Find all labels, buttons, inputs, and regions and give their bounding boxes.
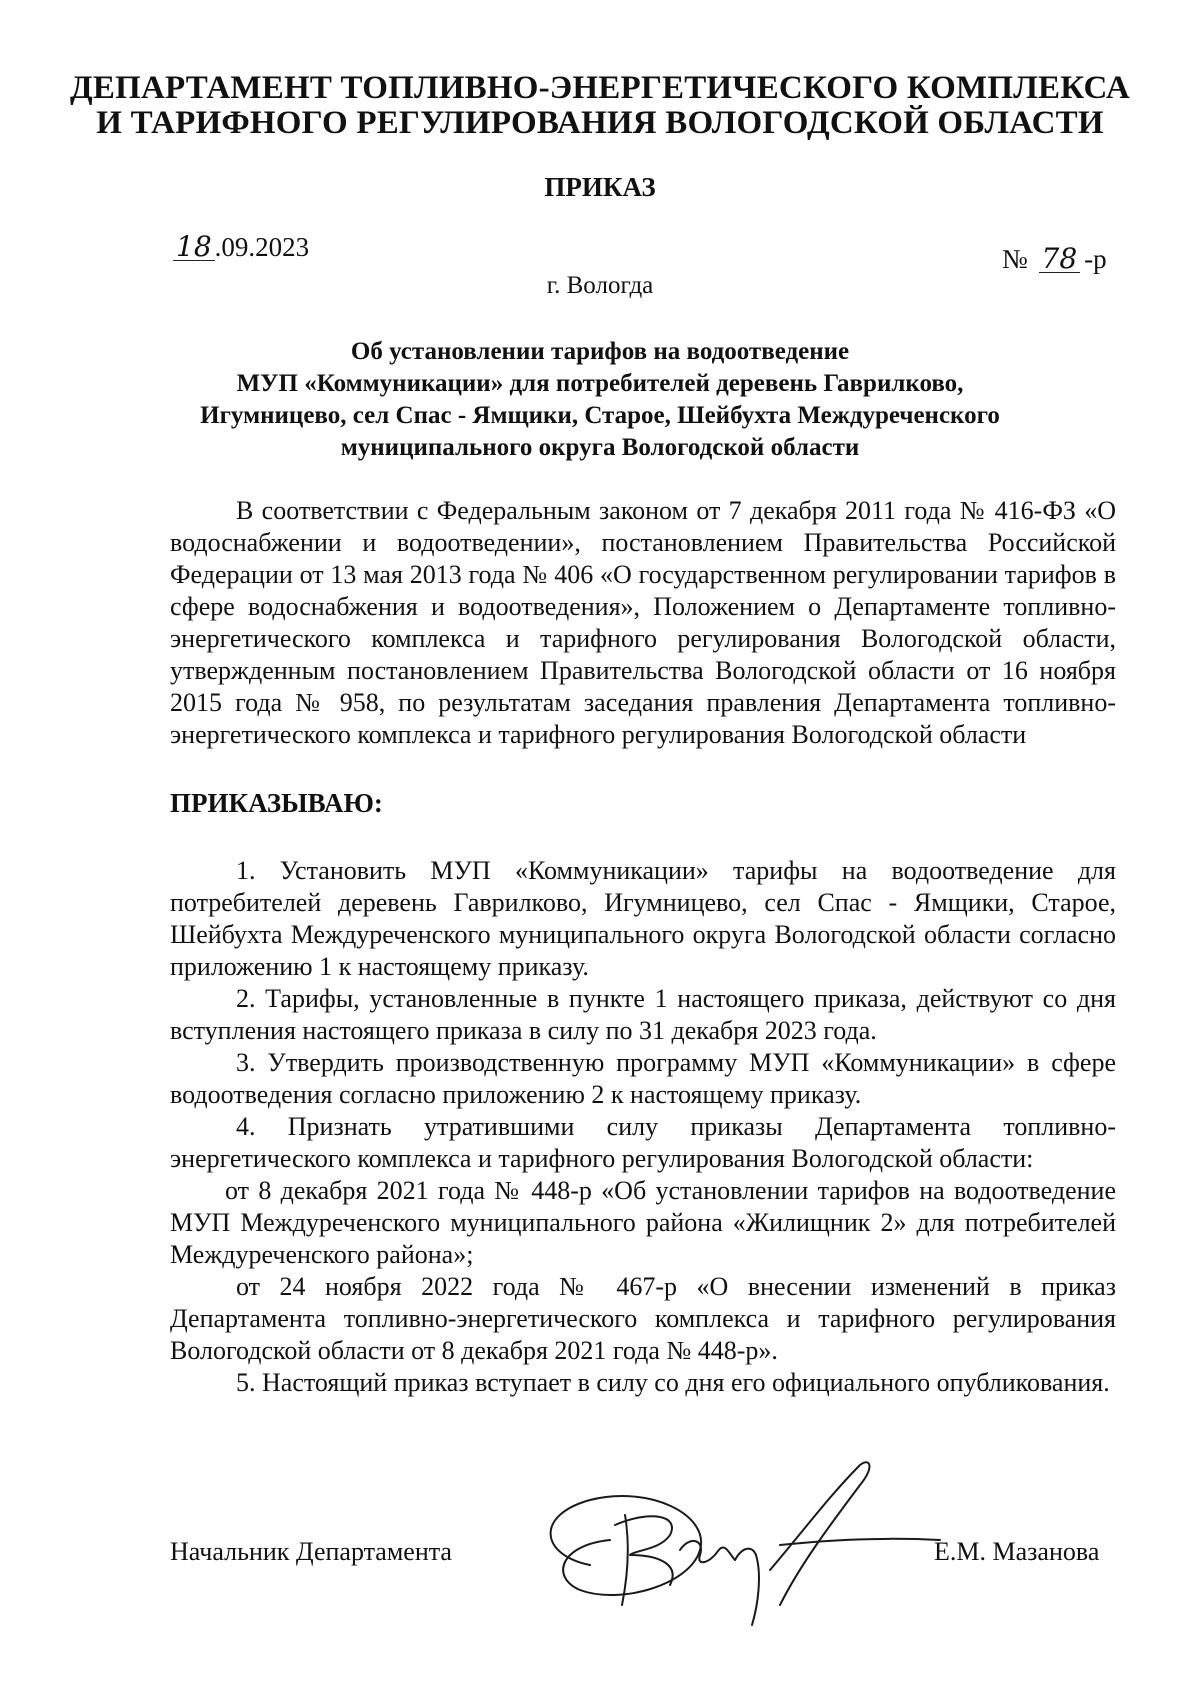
order-items [170, 855, 1116, 1399]
order-item-4: 4. Признать утратившими силу приказы Департамента топливно-энергетического комплекса и тарифного регулирования Вологодской области: [170, 1112, 1116, 1173]
orders-word: ПРИКАЗЫВАЮ: [170, 788, 383, 818]
order-item-4-subitem-2: от 24 ноября 2022 года № 467-р «О внесении изменений в приказ Департамента топливно-энергетического комплекса и тарифного регулирования Вологодской области от 8 декабря 2021 года № 448-р». [170, 1272, 1116, 1365]
order-subject-line1: Об установлении тарифов на водоотведение [350, 338, 850, 365]
order-item-3: 3. Утвердить производственную программу МУП «Коммуникации» в сфере водоотведения согласно приложению 2 к настоящему приказу. [170, 1048, 1116, 1109]
order-date-rest: .09.2023 [214, 232, 310, 262]
order-subject-line4: муниципального округа Вологодской области [340, 434, 860, 461]
order-item-1: 1. Установить МУП «Коммуникации» тарифы на водоотведение для потребителей деревень Гаврилково, Игумницево, сел Спас - Ямщики, Старое, Шейбухта Междуреченского муниципального округа Вологодской области согласно приложению 1 к настоящему приказу. [170, 856, 1116, 981]
order-subject-line3: Игумницево, сел Спас - Ямщики, Старое, Шейбухта Междуреченского [200, 402, 1000, 429]
preamble-paragraph: В соответствии с Федеральным законом от 7 декабря 2011 года № 416-ФЗ «О водоснабжении и водоотведении», постановлением Правительства Российской Федерации от 13 мая 2013 года № 406 «О государственном регулировании тарифов в сфере водоснабжения и водоотведения», Положением о Департаменте топливно-энергетического комплекса и тарифного регулирования Вологодской области, утвержденным постановлением Правительства Вологодской области от 16 ноября 2015 года № 958, по результатам заседания правления Департамента топливно-энергетического комплекса и тарифного регулирования Вологодской области [170, 496, 1116, 749]
order-number [1002, 244, 1107, 275]
order-number-prefix: № [1002, 244, 1028, 274]
city: г. Вологда [546, 272, 654, 299]
department-name-line2: И ТАРИФНОГО РЕГУЛИРОВАНИЯ ВОЛОГОДСКОЙ ОБЛАСТИ [96, 105, 1104, 141]
handwritten-signature [530, 1455, 950, 1635]
order-item-2: 2. Тарифы, установленные в пункте 1 настоящего приказа, действуют со дня вступления настоящего приказа в силу по 31 декабря 2023 года. [170, 984, 1116, 1045]
order-number-value: 78 [1039, 246, 1081, 273]
order-date [173, 232, 309, 263]
order-number-suffix: -р [1084, 244, 1107, 274]
signatory-position: Начальник Департамента [170, 1537, 452, 1566]
signatory-name: Е.М. Мазанова [934, 1537, 1100, 1566]
document-type: ПРИКАЗ [544, 172, 656, 202]
order-item-5: 5. Настоящий приказ вступает в силу со дня его официального опубликования. [236, 1368, 1110, 1397]
order-subject-line2: МУП «Коммуникации» для потребителей деревень Гаврилково, [236, 370, 964, 397]
order-subject [120, 336, 1080, 464]
department-name-line1: ДЕПАРТАМЕНТ ТОПЛИВНО-ЭНЕРГЕТИЧЕСКОГО КОМПЛЕКСА [70, 70, 1130, 106]
order-date-day: 18 [173, 234, 215, 261]
order-item-4-subitem-1: от 8 декабря 2021 года № 448-р «Об установлении тарифов на водоотведение МУП Междуреченского муниципального района «Жилищник 2» для потребителей Междуреченского района»; [170, 1176, 1116, 1269]
